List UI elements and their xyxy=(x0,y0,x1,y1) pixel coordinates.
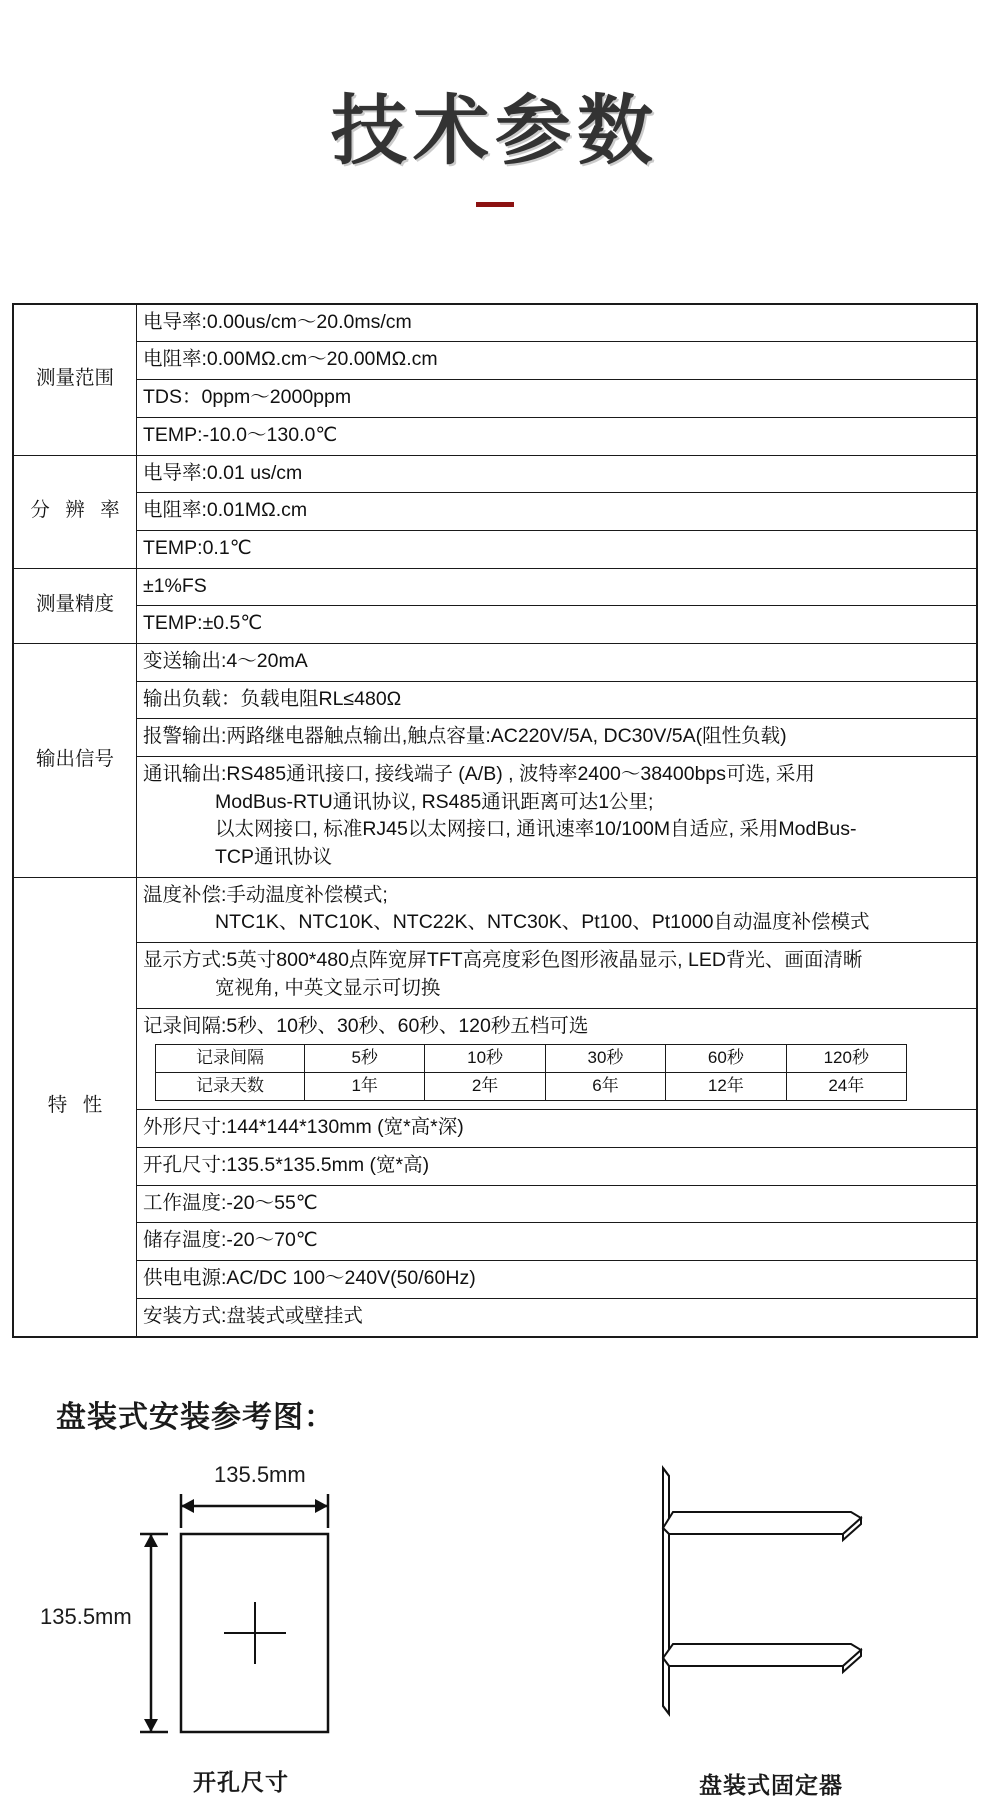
spec-value-storage-temp: 储存温度:-20～70℃ xyxy=(137,1223,978,1261)
spec-table-container xyxy=(12,303,978,1338)
table-row xyxy=(13,943,977,1008)
table-row xyxy=(13,1261,977,1299)
table-row xyxy=(13,606,977,644)
table-row xyxy=(13,1148,977,1186)
title-underline-accent xyxy=(476,202,514,207)
table-row xyxy=(156,1045,907,1073)
table-row xyxy=(13,877,977,942)
spec-value: 报警输出:两路继电器触点输出,触点容量:AC220V/5A, DC30V/5A(阻性负载) xyxy=(137,719,978,757)
duration-cell: 6年 xyxy=(545,1073,665,1101)
table-row xyxy=(13,1298,977,1336)
row-category-characteristics: 特 性 xyxy=(13,877,137,1336)
table-row xyxy=(13,757,977,878)
comm-line-2: ModBus-RTU通讯协议, RS485通讯距离可达1公里; xyxy=(215,790,654,813)
row-category-measuring-range: 测量范围 xyxy=(13,304,137,455)
clamp-caption: 盘装式固定器 xyxy=(699,1771,843,1798)
spec-value-mounting: 安装方式:盘装式或壁挂式 xyxy=(137,1298,978,1336)
spec-value-outer-dimension: 外形尺寸:144*144*130mm (宽*高*深) xyxy=(137,1110,978,1148)
spec-value: TEMP:±0.5℃ xyxy=(137,606,978,644)
spec-value: 变送输出:4～20mA xyxy=(137,643,978,681)
spec-value: 电阻率:0.01MΩ.cm xyxy=(137,493,978,531)
spec-value-communication-output xyxy=(137,757,978,878)
spec-value-display-mode xyxy=(137,943,978,1008)
spec-value: ±1%FS xyxy=(137,568,978,606)
table-row xyxy=(13,417,977,455)
display-line-2: 宽视角, 中英文显示可切换 xyxy=(215,976,441,999)
record-interval-text: 记录间隔:5秒、10秒、30秒、60秒、120秒五档可选 xyxy=(143,1014,589,1037)
duration-cell: 2年 xyxy=(425,1073,545,1101)
temp-comp-line-1: 温度补偿:手动温度补偿模式; xyxy=(143,883,388,906)
spec-value: 输出负载：负载电阻RL≤480Ω xyxy=(137,681,978,719)
spec-value: TEMP:0.1℃ xyxy=(137,530,978,568)
installation-diagram-section xyxy=(0,1392,990,1798)
table-row xyxy=(13,643,977,681)
interval-cell: 5秒 xyxy=(305,1045,425,1073)
spec-value-operating-temp: 工作温度:-20～55℃ xyxy=(137,1185,978,1223)
temp-comp-line-2: NTC1K、NTC10K、NTC22K、NTC30K、Pt100、Pt1000自动温度补偿模式 xyxy=(215,911,870,934)
duration-cell: 12年 xyxy=(666,1073,786,1101)
table-row xyxy=(13,1110,977,1148)
interval-cell: 10秒 xyxy=(425,1045,545,1073)
table-row xyxy=(13,493,977,531)
spec-value-temperature-compensation xyxy=(137,877,978,942)
table-row xyxy=(13,568,977,606)
spec-value: TDS：0ppm～2000ppm xyxy=(137,380,978,418)
comm-line-3: 以太网接口, 标准RJ45以太网接口, 通讯速率10/100M自适应, 采用ModBus- xyxy=(215,818,857,841)
technical-spec-table xyxy=(12,303,978,1338)
interval-cell: 120秒 xyxy=(786,1045,906,1073)
interval-row-label: 记录间隔 xyxy=(156,1045,305,1073)
figure-panel-clamp xyxy=(621,1458,921,1800)
table-row xyxy=(13,304,977,342)
table-row xyxy=(13,342,977,380)
table-row xyxy=(13,1223,977,1261)
row-category-output-signal: 输出信号 xyxy=(13,643,137,877)
duration-cell: 1年 xyxy=(305,1073,425,1101)
duration-cell: 24年 xyxy=(786,1073,906,1101)
interval-cell: 30秒 xyxy=(545,1045,665,1073)
cutout-height-label: 135.5mm xyxy=(40,1603,132,1629)
table-row xyxy=(13,719,977,757)
duration-row-label: 记录天数 xyxy=(156,1073,305,1101)
cutout-drawing-svg xyxy=(96,1466,386,1756)
clamp-drawing-svg xyxy=(621,1458,921,1748)
cutout-width-label: 135.5mm xyxy=(214,1461,306,1487)
comm-line-4: TCP通讯协议 xyxy=(215,846,333,869)
table-row xyxy=(13,681,977,719)
display-line-1: 显示方式:5英寸800*480点阵宽屏TFT高亮度彩色图形液晶显示, LED背光、画面清晰 xyxy=(143,949,863,972)
spec-value-cutout-dimension: 开孔尺寸:135.5*135.5mm (宽*高) xyxy=(137,1148,978,1186)
row-category-resolution: 分 辨 率 xyxy=(13,455,137,568)
diagram-section-title: 盘装式安装参考图： xyxy=(56,1400,335,1434)
spec-value: TEMP:-10.0～130.0℃ xyxy=(137,417,978,455)
table-row xyxy=(13,1008,977,1110)
spec-value-power-supply: 供电电源:AC/DC 100～240V(50/60Hz) xyxy=(137,1261,978,1299)
table-row xyxy=(156,1073,907,1101)
spec-value: 电导率:0.01 us/cm xyxy=(137,455,978,493)
table-row xyxy=(13,380,977,418)
diagram-row xyxy=(40,1461,990,1798)
comm-line-1: 通讯输出:RS485通讯接口, 接线端子 (A/B) , 波特率2400～38400bps可选, 采用 xyxy=(143,763,815,786)
spec-value: 电阻率:0.00MΩ.cm～20.00MΩ.cm xyxy=(137,342,978,380)
page-title: 技术参数 xyxy=(331,89,659,174)
spec-value: 电导率:0.00us/cm～20.0ms/cm xyxy=(137,304,978,342)
page-header xyxy=(0,0,990,207)
table-row xyxy=(13,455,977,493)
interval-cell: 60秒 xyxy=(666,1045,786,1073)
spec-value-record-interval xyxy=(137,1008,978,1110)
table-row xyxy=(13,530,977,568)
record-interval-table xyxy=(155,1044,907,1101)
row-category-accuracy: 测量精度 xyxy=(13,568,137,643)
table-row xyxy=(13,1185,977,1223)
cutout-caption: 开孔尺寸 xyxy=(193,1768,289,1795)
